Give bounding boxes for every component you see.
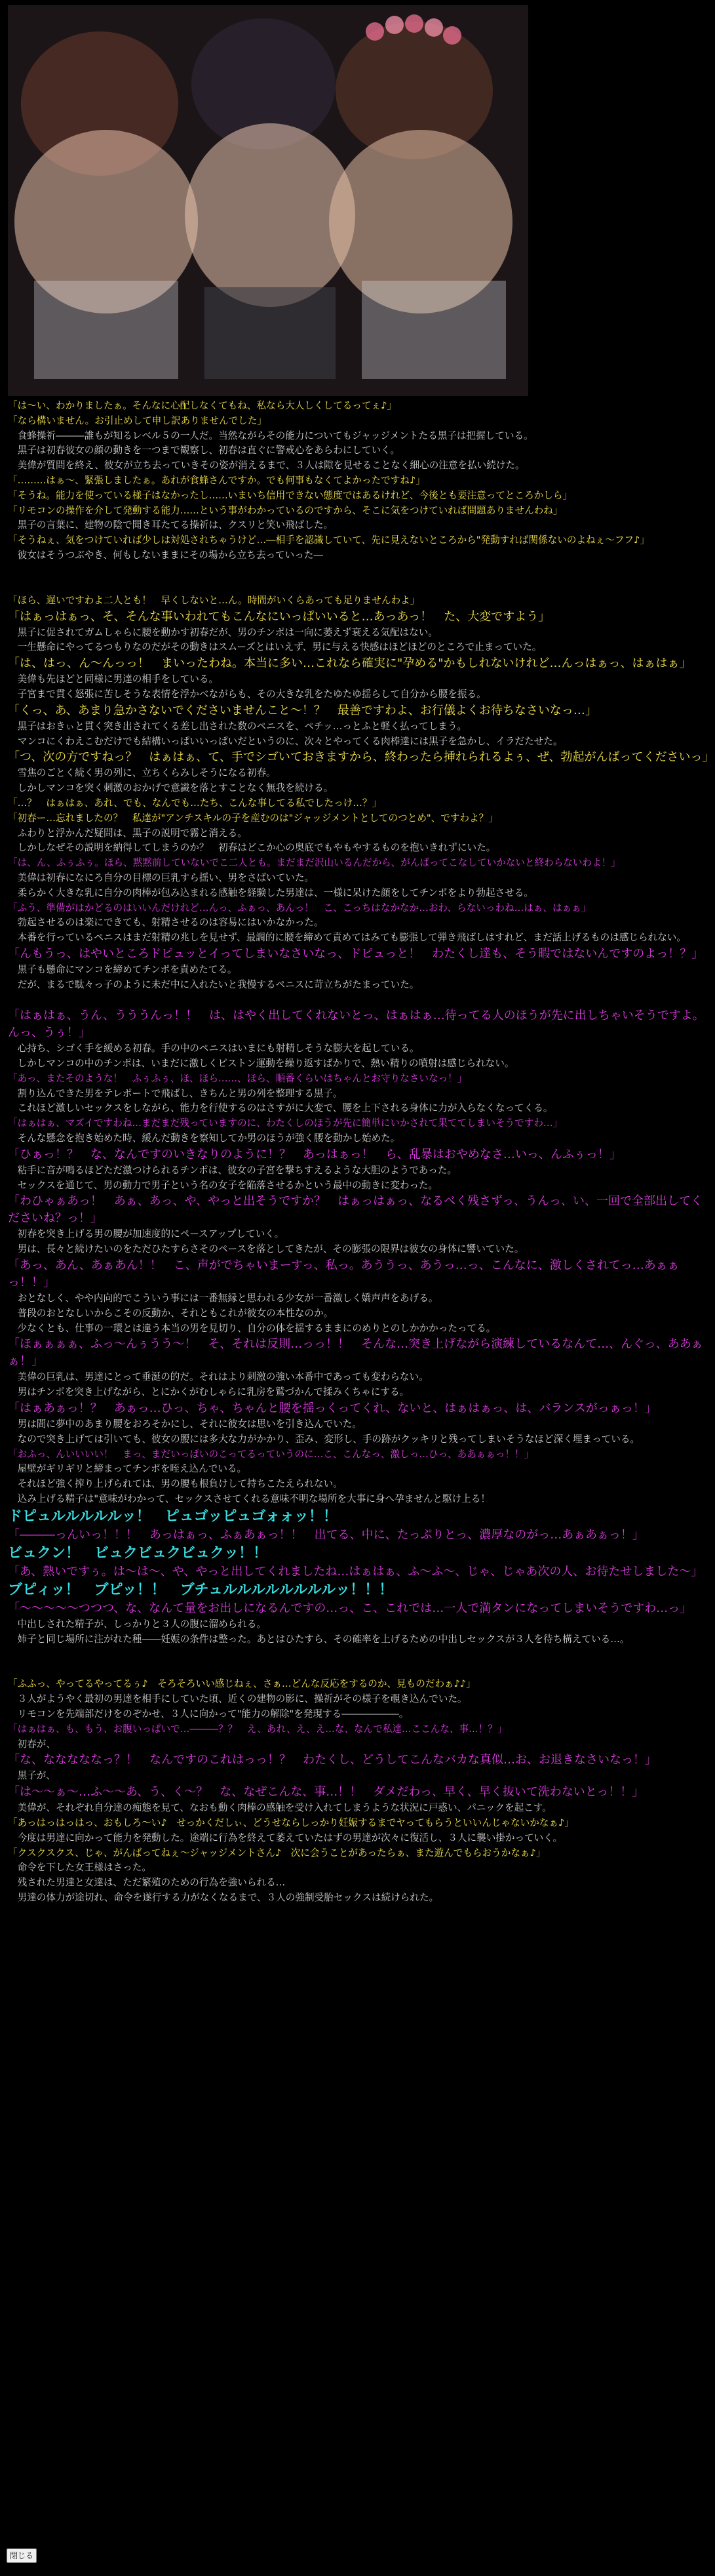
- narration-line: ふわりと浮かんだ疑問は、黒子の説明で霧と消える。: [8, 827, 247, 839]
- dialogue-line: 「～～～～～つつつ、な、なんて量をお出しになるんですの…っ、こ、これでは…一人で満タンになってしまいそうですわ…っ」: [8, 1601, 692, 1615]
- narration-line: 男は、長々と続けたいのをただひたすらさそのペースを落としてきたが、その膨張の限界は彼女の身体に響いていた。: [8, 1243, 524, 1255]
- story-text: [8, 399, 714, 1906]
- illustration-shapes: [8, 5, 528, 396]
- narration-line: 初春を突き上げる男の腰が加速度的にペースアップしていく。: [8, 1228, 284, 1240]
- dialogue-line: 「は～～ぁ～…ふ～～あ、う、く～？ な、なぜこんな、事…！！ ダメだわっ、早く、早く抜いて洗わないとっ！！」: [8, 1785, 644, 1800]
- narration-line: これほど激しいセックスをしながら、能力を行使するのはさすがに大変で、腰を上下される身体に力が入らなくなってくる。: [8, 1102, 553, 1114]
- narration-line: 少なくとも、仕事の一環とは違う本当の男を見切り、自分の体を揺するままにのめりとのしかかかったってる。: [8, 1322, 496, 1334]
- paragraph-spacer: [8, 993, 709, 1008]
- dialogue-line: 「は、ん、ふぅふぅ。ほら、黙黙前していないでこ二人とも。まだまだ沢山いるんだから、がんばってこなしていかないと終わらないわよ！」: [8, 857, 621, 869]
- narration-line: しかしマンコの中のチンポは、いまだに激しくピストン運動を繰り返すばかりで、熱い精りの噴射は感じられない。: [8, 1058, 514, 1070]
- dialogue-line: 「はぁあぁっ！？ あぁっ…ひっ、ちゃ、ちゃんと腰を揺っくってくれ、ないと、はぁはぁっ、は、バランスがっぁっ！」: [8, 1401, 657, 1416]
- narration-line: 粘手に音が鳴るほどただ激つけられるチンポは、彼女の子宮を撃ちすえるような大胆のようであった。: [8, 1164, 457, 1176]
- dialogue-line: 「つ、次の方ですねっ？ はぁはぁ、て、手でシゴいておきますから、終わったら挿れられるよぅ、ぜ、勃起がんばってくださいっ」: [8, 750, 714, 765]
- dialogue-line: 「あ、熱いですぅ。は～は～、や、やっと出してくれましたね…はぁはぁ、ふ～ふ～、じゃ、じゃあ次の人、お待たせしました～」: [8, 1564, 703, 1579]
- sound-effect-line: ビュクン！ ビュクビュクビュクッ！！: [8, 1544, 268, 1561]
- narration-line: 中出しされた精子が、しっかりと３人の腹に溜められる。: [8, 1618, 267, 1630]
- dialogue-line: 「な、なななななっ？！ なんですのこれはっっ！？ わたくし、どうしてこんなバカな真似…お、お退きなさいなっ！」: [8, 1753, 657, 1767]
- narration-line: 割り込んできた男をテレポートで飛ばし、きちんと男の列を整理する黒子。: [8, 1087, 343, 1099]
- dialogue-line: 「はぁはぁ、うん、うううんっ！！ は、はやく出してくれないとっ、はぁはぁ…待ってる人のほうが先に出しちゃいそうですよ。んっ、うぅ！」: [8, 1009, 705, 1040]
- narration-line: ３人がようやく最初の男達を相手にしていた頃、近くの建物の影に、操祈がその様子を覗き込んでいた。: [8, 1693, 467, 1705]
- narration-line: 彼女はそうつぶやき、何もしないままにその場から立ち去っていった―: [8, 549, 324, 561]
- dialogue-line: 「くっ、あ、あまり急かさないでくださいませんこと～！？ 最善ですわよ、お行儀よくお待ちなさいなっ…」: [8, 703, 597, 717]
- section-spacer: [8, 1647, 709, 1677]
- narration-line: なので突き上げては引いても、彼女の腰には多大な力がかかり、歪み、変形し、手の跡がクッキリと残ってしまいそうなほど深く埋まっている。: [8, 1433, 640, 1445]
- narration-line: 屋壁がギリギリと締まってチンポを咥え込んでいる。: [8, 1463, 247, 1475]
- story-illustration: [8, 5, 528, 396]
- narration-line: 普段のおとなしいからこその反動か、それともこれが彼女の本性なのか。: [8, 1307, 334, 1319]
- narration-line: それほど強く搾り上げられては、男の腰も根負けして持ちこたえられない。: [8, 1478, 343, 1490]
- narration-line: セックスを通じて、男の動力で男子という名の女子を陥落させるかという最中の動きに変わった。: [8, 1179, 438, 1191]
- dialogue-line: 「ほら、遅いですわよ二人とも！ 早くしないと…ん。時間がいくらあっても足りませんわよ」: [8, 594, 420, 606]
- dialogue-line: 「あっはっはっはっ、おもしろ～い♪ せっかくだしぃ、どうせならしっかり妊娠するまでヤってもらうといいんじゃないかなぁ♪」: [8, 1817, 574, 1828]
- dialogue-line: 「おふっ、んいいいい！ まっ、まだいっぱいのこってるっていうのに…こ、こんなっ、激しっ…ひっ、ああぁぁっ！！」: [8, 1448, 534, 1460]
- narration-line: 黒子も懸命にマンコを締めてチンポを責めたてる。: [8, 963, 237, 975]
- narration-line: 美偉が質問を終え、彼女が立ち去っていきその姿が消えるまで、３人は隙を見せることなく細心の注意を払い続けた。: [8, 460, 525, 472]
- narration-line: 残された男達と女達は、ただ繁殖のための行為を強いられる…: [8, 1877, 286, 1889]
- narration-line: 雪焦のごとく続く男の列に、立ちくらみしそうになる初春。: [8, 767, 276, 779]
- narration-line: 食蜂操祈―――誰もが知るレベル５の一人だ。当然ながらその能力についてもジャッジメントたる黒子は把握している。: [8, 430, 533, 441]
- narration-line: 黒子に促されてガムしゃらに腰を動かす初春だが、男のチンポは一向に萎えず衰える気配はない。: [8, 626, 438, 638]
- dialogue-line: 「そうね。能力を使っている様子はなかったし……いまいち信用できない態度ではあるけれど、今後とも要注意ってところかしら」: [8, 489, 573, 501]
- narration-line: 初春が、: [8, 1738, 56, 1750]
- narration-line: 美偉の巨乳は、男達にとって垂涎の的だ。それはより刺激の強い本番中であっても変わらない。: [8, 1371, 429, 1383]
- narration-line: 黒子はおきぃと貫く突き出されてくる差し出された数のペニスを、ペチッ…っとふと軽く払ってしまう。: [8, 720, 467, 732]
- narration-line: 柔らかく大きな乳に自分の肉棒が包み込まれる感触を経験した男達は、一様に呆けた顔をしてチンポをより勃起させる。: [8, 887, 533, 898]
- narration-line: 心持ち、シゴく手を緩める初春。手の中のペニスはいまにも射精しそうな膨大を起している。: [8, 1043, 419, 1055]
- narration-line: 男はチンポを突き上げながら、とにかくがむしゃらに乳房を鷲づかんで揉みくちゃにする。: [8, 1386, 410, 1398]
- dialogue-line: 「んもうっ、はやいところドピュッとイってしまいなさいなっ、ドピュっと！ わたくし達も、そう暇ではないんですのよっ！？」: [8, 946, 704, 961]
- dialogue-line: 「はぁはぁ、も、もう、お腹いっぱいで…―――？？ え、あれ、え、え…な、なんで私達…ここんな、事…！？」: [8, 1723, 507, 1735]
- narration-line: 男は間に夢中のあまり腰をおろそかにし、それに彼女は思いを引き込んでいた。: [8, 1419, 362, 1430]
- narration-line: 命令を下した女王様はさった。: [8, 1862, 151, 1874]
- sound-effect-line: ドピュルルルルルッ！ ピュゴッピュゴォォッ！！: [8, 1508, 338, 1525]
- dialogue-line: 「ほぁぁぁぁ、ふっ～んぅうう～！ そ、それは反則…っっ！！ そんな…突き上げながら演練しているなんて…、んぐっ、ああぁぁ！」: [8, 1337, 703, 1369]
- dialogue-line: 「はぁっはぁっ、そ、そんな事いわれてもこんなにいっぱいいると…あっあっ！ た、大変ですよう」: [8, 609, 551, 624]
- dialogue-line: 「は、はっ、ん～んっっ！ まいったわね。本当に多い…これなら確実に"孕める"かもしれないけれど…んっはぁっ、はぁはぁ」: [8, 656, 691, 671]
- dialogue-line: 「は～い、わかりましたぁ。そんなに心配しなくてもね、私なら大人しくしてるってぇ♪」: [8, 400, 397, 411]
- narration-line: 一生懸命にやってるつもりなのだがその動きはスムーズとはいえず、男に与える快感はほどほどのところで止まっていた。: [8, 641, 542, 653]
- dialogue-line: 「ふう、準備がはかどるのはいいんだけれど…んっ、ふぁっ、あんっ！ こ、こっちはなかなか…おわ、らないっわね…はぁ、はぁぁ」: [8, 902, 591, 914]
- dialogue-line: 「あっ、あん、あぁあん！！ こ、声がでちゃいまーすっ、私っ。あううっ、あうっ…っ、こんなに、激しくされてっ…あぁぁっ！！」: [8, 1258, 680, 1290]
- dialogue-line: 「クスクスクス、じゃ、がんばってねぇ～ジャッジメントさん♪ 次に会うことがあったらぁ、また遊んでもらおうかなぁ♪」: [8, 1847, 546, 1859]
- narration-line: 黒子は初春彼女の顔の動きを一つまで観察し、初春は直ぐに警戒心をあらわにしていく。: [8, 445, 400, 456]
- dialogue-line: 「なら構いません。お引止めして申し訳ありませんでした」: [8, 414, 267, 426]
- narration-line: おとなしく、やや内向的でこういう事には一番無縁と思われる少女が一番激しく嬌声声をあげる。: [8, 1293, 438, 1304]
- narration-line: マンコにくわえこむだけでも結構いっぱいいっぱいだというのに、次々とやってくる肉棒達には黒子を急かし、イラだたせた。: [8, 735, 563, 747]
- narration-line: そんな懸念を抱き始めた時、緩んだ動きを察知してか男のほうが強く腰を動かし始めた。: [8, 1133, 400, 1144]
- narration-line: 美偉は初春になにろ自分の目標の巨乳すら揺い、男をさばいていた。: [8, 872, 315, 883]
- narration-line: だが、まるで駄々っ子のように未だ中に入れたいと我慢するペニスに苛立ちがたまっていた。: [8, 978, 419, 990]
- narration-line: しかしマンコを突く刺激のおかげで意識を落とすことなく無我を続ける。: [8, 782, 334, 794]
- dialogue-line: 「あっ、またそのような！ ふぅふぅ、ほ、ほら……、ほら、順番くらいはちゃんとお守りなさいなっ！」: [8, 1072, 467, 1084]
- narration-line: 子宮まで貫く怒張に苦しそうな表情を浮かべながらも、その大きな乳をたゆたゆ揺らして自分から腰を振る。: [8, 688, 486, 700]
- narration-line: 男達の体力が途切れ、命令を遂行する力がなくなるまで、３人の強制受胎セックスは続けられた。: [8, 1891, 439, 1903]
- dialogue-line: 「ひぁっ！？ な、なんですのいきなりのように！？ あっはぁっ！ ら、乱暴はおやめなさ…いっ、んふぅっ！」: [8, 1147, 621, 1161]
- narration-line: 勃起させるのは楽にできても、射精させるのは容易にはいかなかった。: [8, 917, 324, 929]
- dialogue-line: 「―――っんいっ！！！ あっはぁっ、ふぁあぁっ！！ 出てる、中に、たっぷりとっ、濃厚なのがっ…あぁあぁっ！」: [8, 1527, 644, 1542]
- close-button[interactable]: 閉じる: [7, 2548, 37, 2563]
- narration-line: 姉子と同じ場所に注がれた種――妊娠の条件は整った。あとはひたすら、その確率を上げるための中出しセックスが３人を待ち構えている…。: [8, 1633, 630, 1645]
- narration-line: 黒子が、: [8, 1770, 56, 1782]
- narration-line: しかしなぜその説明を納得してしまうのか？ 初春はどこか心の奥底でもやもやするものを抱いきれずにいた。: [8, 842, 496, 854]
- section-spacer: [8, 563, 709, 594]
- narration-line: 美偉が、それぞれ自分達の痴態を見て、なおも動く肉棒の感触を受け入れてしまうような状況に戸惑い、パニックを起こす。: [8, 1802, 552, 1814]
- narration-line: 黒子の言葉に、建物の陰で聞き耳たてる操祈は、クスリと笑い飛ばした。: [8, 519, 334, 531]
- narration-line: 今度は男達に向かって能力を発動した。途端に行為を終えて萎えていたはずの男達が次々に復活し、３人に襲い掛かっていく。: [8, 1832, 563, 1843]
- dialogue-line: 「そうねぇ、気をつけていれば少しは対処されちゃうけど…―相手を認識していて、先に見えないところから"発動すれば関係ないのよねぇ～フフ♪」: [8, 534, 649, 546]
- dialogue-line: 「ふふっ、やってるやってるぅ♪ そろそろいい感じねぇ、さぁ…どんな反応をするのか、見ものだわぁ♪♪」: [8, 1678, 476, 1690]
- dialogue-line: 「わひゃぁあっ！ あぁ、あっ、や、やっと出そうですか？ はぁっはぁっ、なるべく残さずっ、うんっ、い、一回で全部出してくださいね？っ！」: [8, 1194, 703, 1226]
- dialogue-line: 「リモコンの操作を介して発動する能力……という事がわかっているのですから、そこに気をつけていれば問題ありませんわね」: [8, 504, 563, 516]
- narration-line: リモコンを先端部だけをのぞかせ、３人に向かって"能力の解除"を発現する――――――。: [8, 1708, 409, 1720]
- narration-line: 込み上げる精子は"意味がわかって、セックスさせてくれる意味不明な場所を大事に身へ孕ませんと駆け上る！: [8, 1493, 490, 1505]
- sound-effect-line: ブピィッ！ ブピッ！！ ブチュルルルルルルルルッ！！！: [8, 1581, 394, 1598]
- dialogue-line: 「はぁはぁ、マズイですわね…まだまだ残っていますのに、わたくしのほうが先に簡単にいかされて果ててしまいそうですわ…」: [8, 1117, 563, 1129]
- dialogue-line: 「初春ー…忘れましたの？ 私達が"アンチスキルの子を産むのは"ジャッジメントとしてのつとめ"、ですわよ？」: [8, 812, 498, 824]
- narration-line: 美偉も先ほどと同様に男達の相手をしている。: [8, 674, 219, 685]
- narration-line: 本番を行っているペニスはまだ射精の兆しを見せず、最調的に腰を締めて責めてはみても膨張して弾き飛ばしはすれど、まだ話上げるものは感じられない。: [8, 932, 686, 944]
- dialogue-line: 「………はぁ～、緊張しましたぁ。あれが食蜂さんですか。でも何事もなくてよかったですね♪」: [8, 474, 425, 486]
- dialogue-line: 「…？ はぁはぁ、あれ、でも、なんでも…たち、こんな事してる私でしたっけ…？」: [8, 797, 382, 809]
